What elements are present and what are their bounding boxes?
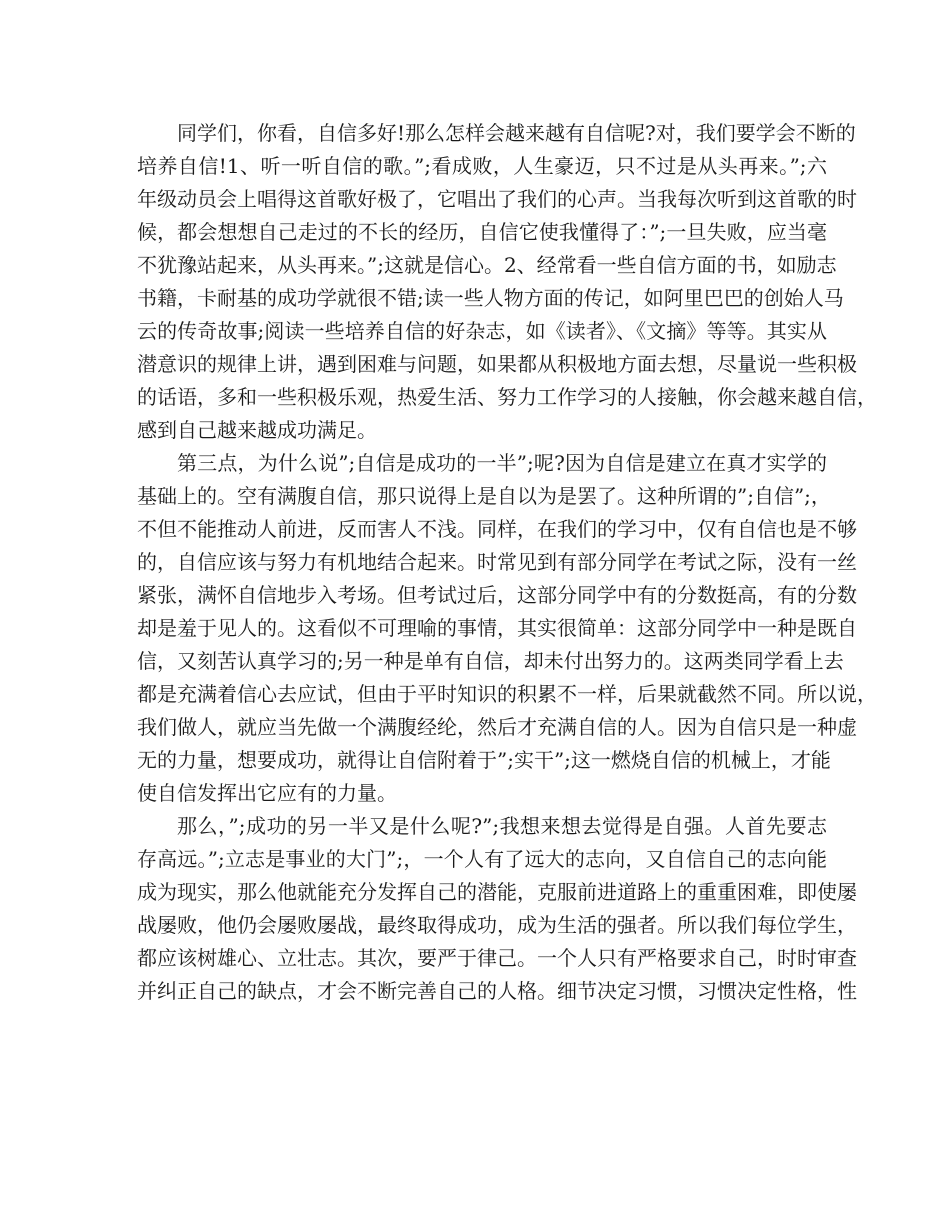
- paragraph-1-line-8: 潜意识的规律上讲，遇到困难与问题，如果都从积极地方面去想，尽量说一些积极: [137, 352, 857, 376]
- document-body: [137, 117, 877, 1008]
- paragraph-1-line-1: 同学们，你看，自信多好!那么怎样会越来越有自信呢?对，我们要学会不断的: [177, 121, 856, 145]
- paragraph-2-line-4: 的，自信应该与努力有机地结合起来。时常见到有部分同学在考试之际，没有一丝: [137, 550, 857, 574]
- paragraph-2-line-7: 信，又刻苦认真学习的;另一种是单有自信，却未付出努力的。这两类同学看上去: [137, 649, 844, 673]
- paragraph-2-line-10: 无的力量，想要成功，就得让自信附着于”;实干”;这一燃烧自信的机械上，才能: [137, 748, 831, 772]
- paragraph-1-line-6: 书籍，卡耐基的成功学就很不错;读一些人物方面的传记，如阿里巴巴的创始人马: [137, 286, 844, 310]
- paragraph-1-line-7: 云的传奇故事;阅读一些培养自信的好杂志，如《读者》、《文摘》等等。其实从: [137, 319, 827, 343]
- paragraph-2-line-5: 紧张，满怀自信地步入考场。但考试过后，这部分同学中有的分数挺高，有的分数: [137, 583, 857, 607]
- paragraph-3-line-1: 那么，”;成功的另一半又是什么呢?”;我想来想去觉得是自强。人首先要志: [177, 814, 827, 838]
- paragraph-2-line-9: 我们做人，就应当先做一个满腹经纶，然后才充满自信的人。因为自信只是一种虚: [137, 715, 857, 739]
- paragraph-1-line-9: 的话语，多和一些积极乐观，热爱生活、努力工作学习的人接触，你会越来越自信，: [137, 385, 877, 409]
- paragraph-2-line-2: 基础上的。空有满腹自信，那只说得上是自以为是罢了。这种所谓的”;自信”;，: [137, 484, 831, 508]
- paragraph-1-line-4: 候，都会想想自己走过的不长的经历，自信它使我懂得了：”;一旦失败，应当毫: [137, 220, 827, 244]
- paragraph-3-line-3: 成为现实，那么他就能充分发挥自己的潜能，克服前进道路上的重重困难，即使屡: [137, 880, 857, 904]
- paragraph-2-line-3: 不但不能推动人前进，反而害人不浅。同样，在我们的学习中，仅有自信也是不够: [137, 517, 857, 541]
- paragraph-1-line-5: 不犹豫站起来，从头再来。”;这就是信心。2、经常看一些自信方面的书，如励志: [137, 253, 837, 277]
- paragraph-3-line-2: 存高远。”;立志是事业的大门”;，一个人有了远大的志向，又自信自己的志向能: [137, 847, 827, 871]
- paragraph-2-line-11: 使自信发挥出它应有的力量。: [137, 781, 397, 805]
- paragraph-2-line-1: 第三点，为什么说”;自信是成功的一半”;呢?因为自信是建立在真才实学的: [177, 451, 827, 475]
- paragraph-3-line-6: 并纠正自己的缺点，才会不断完善自己的人格。细节决定习惯，习惯决定性格，性: [137, 979, 857, 1003]
- paragraph-3-line-5: 都应该树雄心、立壮志。其次，要严于律己。一个人只有严格要求自己，时时审查: [137, 946, 857, 970]
- paragraph-1-line-3: 年级动员会上唱得这首歌好极了，它唱出了我们的心声。当我每次听到这首歌的时: [137, 187, 857, 211]
- paragraph-3-line-4: 战屡败，他仍会屡败屡战，最终取得成功，成为生活的强者。所以我们每位学生，: [137, 913, 857, 937]
- paragraph-1-line-10: 感到自己越来越成功满足。: [137, 418, 377, 442]
- paragraph-1-line-2: 培养自信!1、听一听自信的歌。”;看成败，人生豪迈，只不过是从头再来。”;六: [137, 154, 827, 178]
- paragraph-2-line-6: 却是羞于见人的。这看似不可理喻的事情，其实很简单：这部分同学中一种是既自: [137, 616, 857, 640]
- paragraph-2-line-8: 都是充满着信心去应试，但由于平时知识的积累不一样，后果就截然不同。所以说，: [137, 682, 877, 706]
